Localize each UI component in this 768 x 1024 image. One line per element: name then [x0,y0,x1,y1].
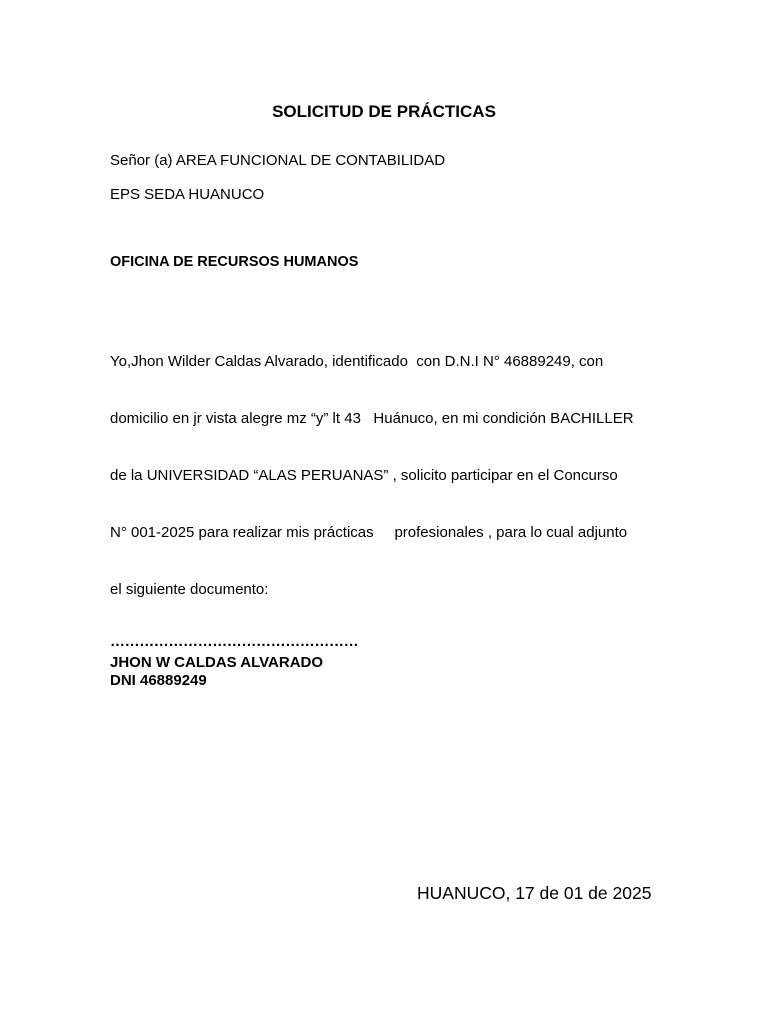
body-line: N° 001-2025 para realizar mis prácticas profesionales , para lo cual adjunto [110,524,628,541]
office-heading: OFICINA DE RECURSOS HUMANOS [110,254,359,270]
body-line: de la UNIVERSIDAD “ALAS PERUANAS” , solicito participar en el Concurso [110,467,618,484]
document-title: SOLICITUD DE PRÁCTICAS [272,102,496,121]
request-body [110,314,670,618]
organization-line: EPS SEDA HUANUCO [110,186,265,203]
signature-line: …………………………………………… [110,633,359,650]
recipient-line: Señor (a) AREA FUNCIONAL DE CONTABILIDAD [110,152,446,169]
body-line: domicilio en jr vista alegre mz “y” lt 43 Huánuco, en mi condición BACHILLER [110,410,634,427]
signature-name: JHON W CALDAS ALVARADO [110,654,324,671]
body-line: el siguiente documento: [110,581,269,598]
body-line: Yo,Jhon Wilder Caldas Alvarado, identificado con D.N.I N° 46889249, con [110,353,604,370]
date-line: HUANUCO, 17 de 01 de 2025 [417,883,652,903]
signature-dni: DNI 46889249 [110,672,207,689]
